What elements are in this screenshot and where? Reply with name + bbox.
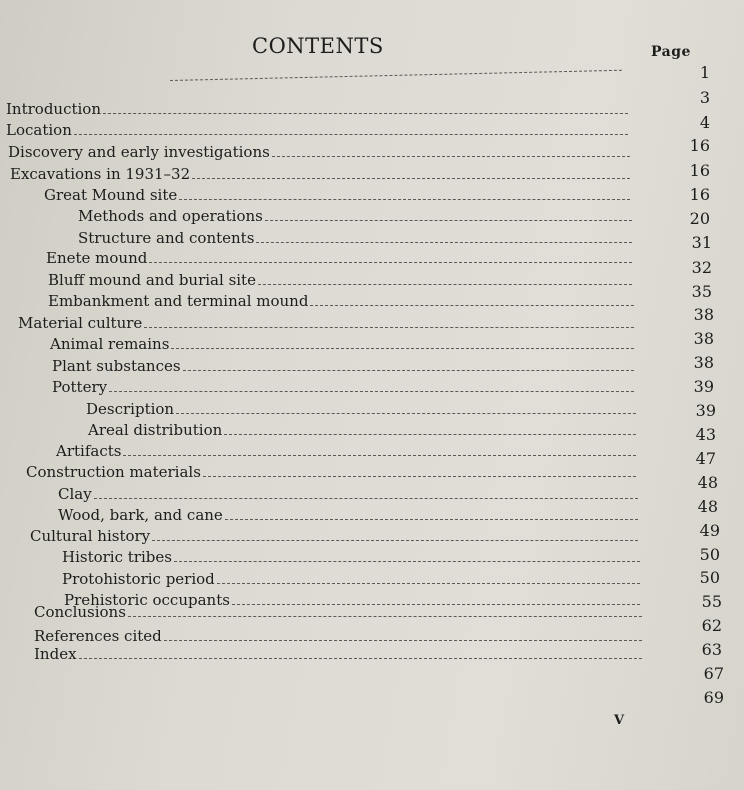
page-number: 38 bbox=[693, 305, 714, 324]
page-number: 20 bbox=[689, 209, 710, 228]
toc-entry bbox=[58, 506, 638, 524]
toc-entry-label: Great Mound site bbox=[44, 186, 178, 204]
page-number: 16 bbox=[689, 185, 710, 204]
dot-leader bbox=[310, 305, 634, 306]
page-number: 47 bbox=[695, 449, 716, 468]
toc-entry-label: Animal remains bbox=[50, 335, 170, 353]
toc-entry bbox=[88, 421, 636, 439]
toc-entry bbox=[86, 400, 636, 418]
toc-entry bbox=[62, 570, 640, 588]
page-number: 38 bbox=[693, 329, 714, 348]
toc-entry bbox=[6, 100, 628, 118]
page-number: 43 bbox=[695, 425, 716, 444]
toc-entry bbox=[50, 335, 634, 353]
page-number: 32 bbox=[691, 258, 712, 277]
toc-entry-label: Wood, bark, and cane bbox=[58, 506, 223, 524]
page-number: 38 bbox=[693, 353, 714, 372]
toc-entry bbox=[48, 271, 632, 289]
toc-entry-label: Conclusions bbox=[34, 603, 126, 621]
dot-leader bbox=[149, 262, 632, 263]
toc-entry bbox=[10, 165, 630, 183]
page-number: 3 bbox=[699, 88, 710, 107]
page-column-header: Page bbox=[651, 44, 691, 60]
toc-entry-label: Historic tribes bbox=[62, 548, 172, 566]
dot-leader bbox=[183, 370, 634, 371]
dot-leader bbox=[144, 327, 634, 328]
dot-leader bbox=[203, 476, 636, 477]
toc-entry bbox=[6, 121, 628, 139]
toc-entry bbox=[52, 378, 634, 396]
dot-leader bbox=[94, 498, 638, 499]
toc-entry-label: Enete mound bbox=[46, 249, 148, 267]
page-number: 39 bbox=[695, 401, 716, 420]
toc-entry bbox=[58, 485, 638, 503]
toc-entry-label: Excavations in 1931–32 bbox=[10, 165, 191, 183]
page-number: 69 bbox=[703, 688, 724, 707]
dot-leader bbox=[258, 284, 632, 285]
page-number: 39 bbox=[693, 377, 714, 396]
dot-leader bbox=[265, 220, 632, 221]
page-number: 48 bbox=[697, 497, 718, 516]
toc-entry-label: Material culture bbox=[18, 314, 143, 332]
dot-leader bbox=[176, 413, 636, 414]
dot-leader bbox=[128, 616, 642, 617]
toc-entry-label: Bluff mound and burial site bbox=[48, 271, 256, 289]
toc-entry-label: Location bbox=[6, 121, 72, 139]
toc-entry-label: Introduction bbox=[6, 100, 101, 118]
toc-entry bbox=[78, 229, 632, 247]
toc-entry-label: Clay bbox=[58, 485, 92, 503]
toc-entry bbox=[30, 527, 638, 545]
page-number: 55 bbox=[701, 592, 722, 611]
page-number: 67 bbox=[703, 664, 724, 683]
toc-entry-label: References cited bbox=[34, 627, 162, 645]
toc-entry-label: Structure and contents bbox=[78, 229, 255, 247]
toc-entry bbox=[34, 603, 642, 621]
toc-entry bbox=[46, 249, 632, 267]
page-number: 4 bbox=[699, 113, 710, 132]
dot-leader bbox=[171, 348, 634, 349]
dot-leader bbox=[74, 134, 628, 135]
toc-entry bbox=[26, 463, 636, 481]
toc-entry-label: Areal distribution bbox=[88, 421, 223, 439]
page-number: 16 bbox=[689, 161, 710, 180]
toc-entry-label: Plant substances bbox=[52, 357, 181, 375]
page-number: 48 bbox=[697, 473, 718, 492]
toc-entry-label: Discovery and early investigations bbox=[8, 143, 270, 161]
dot-leader bbox=[109, 391, 634, 392]
toc-entry-label: Protohistoric period bbox=[62, 570, 215, 588]
page-number: 62 bbox=[701, 616, 722, 635]
toc-entry bbox=[34, 627, 642, 645]
page-number: 50 bbox=[699, 545, 720, 564]
toc-entry-label: Artifacts bbox=[56, 442, 122, 460]
toc-entry bbox=[62, 548, 640, 566]
dot-leader bbox=[152, 540, 638, 541]
page-title: CONTENTS bbox=[252, 34, 384, 58]
toc-entry bbox=[18, 314, 634, 332]
toc-entry-label: Methods and operations bbox=[78, 207, 263, 225]
dot-leader bbox=[272, 156, 630, 157]
page-number: 49 bbox=[699, 521, 720, 540]
page-number: 16 bbox=[689, 136, 710, 155]
toc-entry-label: Description bbox=[86, 400, 175, 418]
page-number: 35 bbox=[691, 282, 712, 301]
leader-line bbox=[170, 70, 622, 81]
toc-entry bbox=[34, 645, 642, 663]
dot-leader bbox=[225, 519, 638, 520]
dot-leader bbox=[217, 583, 640, 584]
toc-entry bbox=[56, 442, 636, 460]
dot-leader bbox=[256, 242, 632, 243]
dot-leader bbox=[79, 658, 642, 659]
toc-entry-label: Pottery bbox=[52, 378, 108, 396]
dot-leader bbox=[224, 434, 636, 435]
dot-leader bbox=[179, 199, 630, 200]
page-number: 1 bbox=[699, 63, 710, 82]
toc-entry bbox=[78, 207, 632, 225]
page-number: 31 bbox=[691, 233, 712, 252]
toc-entry bbox=[48, 292, 634, 310]
toc-entry-label: Construction materials bbox=[26, 463, 201, 481]
dot-leader bbox=[123, 455, 636, 456]
toc-entry bbox=[44, 186, 630, 204]
toc-entry-label: Prehistoric occupants bbox=[64, 591, 230, 609]
toc-entry bbox=[52, 357, 634, 375]
page-number: 50 bbox=[699, 568, 720, 587]
page-number: 63 bbox=[701, 640, 722, 659]
dot-leader bbox=[103, 113, 628, 114]
dot-leader bbox=[164, 640, 642, 641]
toc-entry-label: Embankment and terminal mound bbox=[48, 292, 309, 310]
dot-leader bbox=[192, 178, 630, 179]
dot-leader bbox=[174, 561, 640, 562]
toc-entry-label: Index bbox=[34, 645, 77, 663]
toc-entry-label: Cultural history bbox=[30, 527, 151, 545]
folio-numeral: V bbox=[614, 713, 625, 728]
toc-entry bbox=[8, 143, 630, 161]
